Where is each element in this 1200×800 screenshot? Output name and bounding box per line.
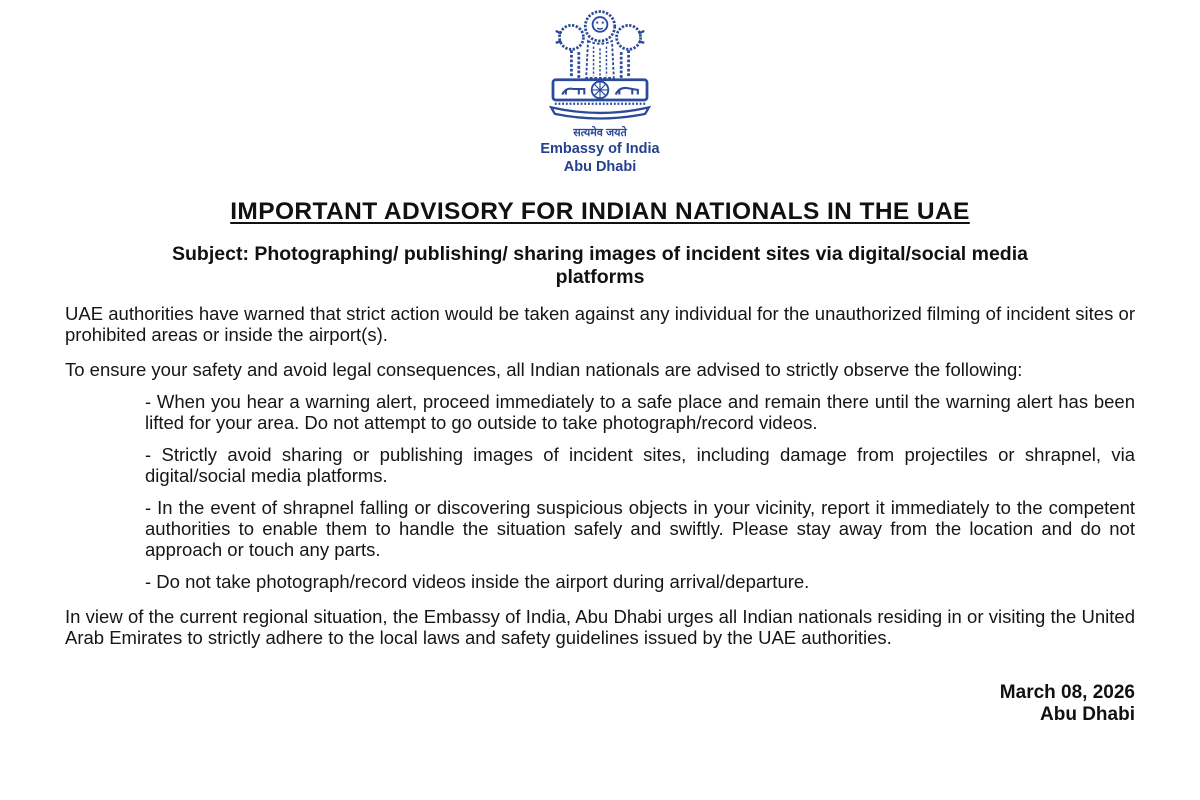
advisory-title: IMPORTANT ADVISORY FOR INDIAN NATIONALS IN THE UAE	[230, 198, 970, 225]
embassy-name: Embassy of India	[540, 141, 660, 157]
bullet-avoid-sharing: - Strictly avoid sharing or publishing images of incident sites, including damage from projectiles or shrapnel, via digital/social media platforms.	[145, 444, 1135, 486]
bullet-shrapnel-report: - In the event of shrapnel falling or discovering suspicious objects in your vicinity, report it immediately to the competent authorities to enable them to handle the situation safely and swiftly. Please stay away from the location and do not approach or touch any parts.	[145, 497, 1135, 560]
emblem-of-india-icon	[530, 6, 670, 124]
paragraph-closing: In view of the current regional situation, the Embassy of India, Abu Dhabi urges all Indian nationals residing in or visiting the United Arab Emirates to strictly adhere to the local laws and safety guidelines issued by the UAE authorities.	[65, 606, 1135, 648]
signoff-block	[65, 682, 1135, 726]
emblem-motto: सत्यमेव जयते	[573, 127, 627, 139]
bullet-airport-photos: - Do not take photograph/record videos inside the airport during arrival/departure.	[145, 571, 810, 592]
subject-line: Subject: Photographing/ publishing/ sharing images of incident sites via digital/social media platforms	[172, 243, 1028, 288]
paragraph-advice-intro: To ensure your safety and avoid legal consequences, all Indian nationals are advised to strictly observe the following:	[65, 359, 1023, 380]
embassy-location: Abu Dhabi	[563, 158, 637, 175]
signoff-place: Abu Dhabi	[1040, 704, 1135, 725]
paragraph-warning: UAE authorities have warned that strict action would be taken against any individual for the unauthorized filming of incident sites or prohibited areas or inside the airport(s).	[65, 303, 1135, 345]
signoff-date: March 08, 2026	[999, 682, 1135, 703]
letterhead	[65, 6, 1135, 174]
bullet-warning-alert: - When you hear a warning alert, proceed immediately to a safe place and remain there until the warning alert has been lifted for your area. Do not attempt to go outside to take photograph/record videos.	[145, 391, 1135, 433]
